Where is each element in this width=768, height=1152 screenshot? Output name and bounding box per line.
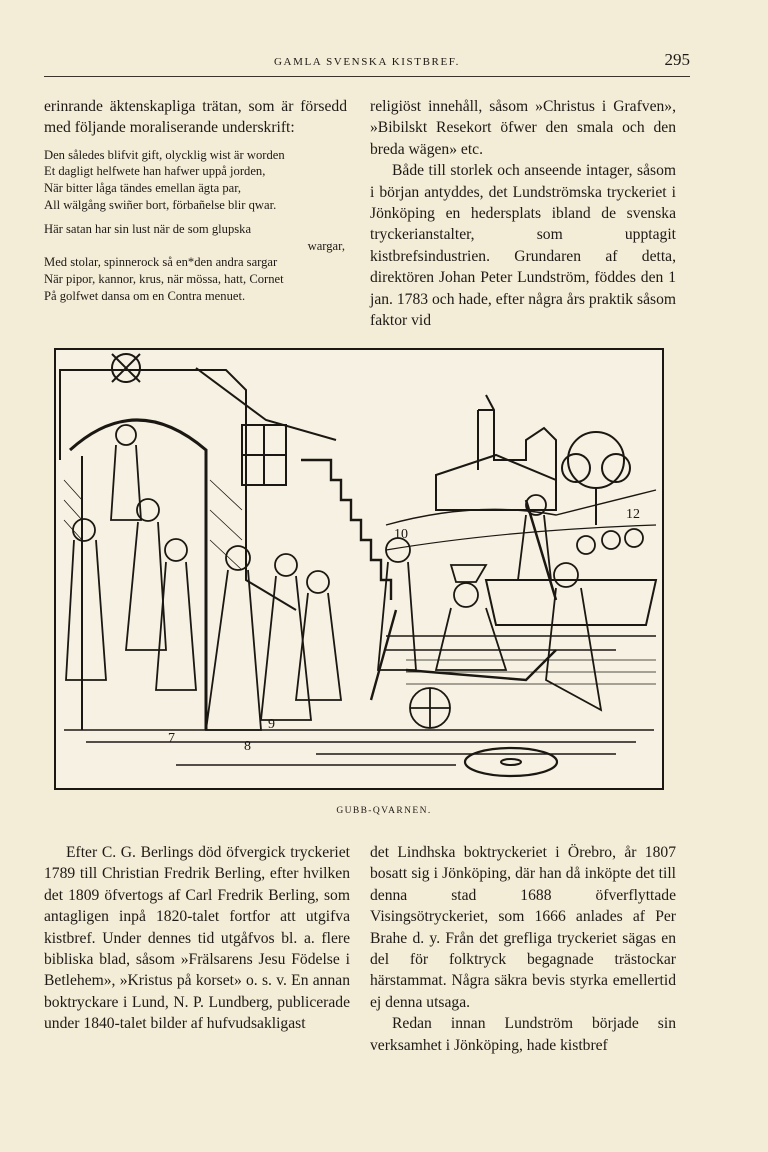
poem-line: På golfwet dansa om en Contra menuet. [44,288,246,303]
figure-number: 8 [244,739,251,754]
page-number: 295 [664,50,690,69]
figure-number: 9 [268,717,275,732]
column-top-right [370,96,676,331]
intro-paragraph: erinrande äktenskapliga trätan, som är försedd med följande moraliserande underskrift: [44,98,347,137]
column-bottom-left [44,842,350,1035]
poem-line: Et dagligt helfwete han hafwer uppå jorden, [44,164,266,179]
figure-caption: GUBB-QVARNEN. [336,806,432,816]
paragraph: Redan innan Lundström började sin verksamhet i Jönköping, hade kistbref [370,1015,676,1054]
woodcut-illustration [54,348,664,790]
poem-line: All wälgång swiñer bort, förbañelse blir qwar. [44,197,277,212]
paragraph: religiöst innehåll, såsom »Christus i Grafven», »Bibilskt Resekort öfwer den smala och den breda wägen» etc. [370,98,676,158]
paragraph: Både till storlek och anseende intager, såsom i början antyddes, det Lundströmska tryckeriet i Jönköping en hedersplats ibland de svenska tryckerianstalter, som upptagit kistbrefsindustrien. Grundaren af detta, direktören Johan Peter Lundström, föddes den 1 jan. 1783 och hade, efter några års praktik såsom faktor vid [370,162,676,330]
running-title: GAMLA SVENSKA KISTBREF. [274,56,460,68]
poem-line: Den således blifvit gift, olycklig wist är worden [44,147,285,162]
poem-line: Med stolar, spinnerock så en*den andra sargar [44,255,278,270]
poem-line: När pipor, kannor, krus, när mössa, hatt, Cornet [44,271,284,286]
poem-line: Här satan har sin lust när de som glupska [44,222,252,237]
running-header [44,50,690,77]
column-top-left [44,96,347,304]
poem-line-continuation: wargar, [307,238,345,253]
poem-line: När bitter låga tändes emellan ägta par, [44,181,242,195]
figure-number: 10 [394,527,408,542]
paragraph: Efter C. G. Berlings död öfvergick tryckeriet 1789 till Christian Fredrik Berling, efter hvilken det 1809 öfvertogs af Carl Fredrik Berling, som antagligen inpå 1820-talet fortfor att utgifva kistbref. Under dennes tid utgåfvos bl. a. flere bibliska blad, såsom »Frälsarens Jesu Födelse i Betlehem», »Kristus på korset» o. s. v. En annan boktryckare i Lund, N. P. Lundberg, publicerade under 1840-talet bilder af hufvudsakligast [44,844,350,1033]
paragraph: det Lindhska boktryckeriet i Örebro, år 1807 bosatt sig i Jönköping, där han då inköpte det till denna stad 1688 öfverflyttade Visingsötryckeriet, som 1666 anlades af Per Brahe d. y. Från det grefliga tryckeriet sägas en del för folktryck begagnade trästockar härstammat. Några säkra bevis styrka emellertid ej denna utsaga. [370,844,676,1011]
woodcut-drawing [56,350,662,788]
poem [44,147,347,304]
figure-number: 7 [168,731,175,746]
figure-number: 12 [626,507,640,522]
column-bottom-right [370,842,676,1056]
